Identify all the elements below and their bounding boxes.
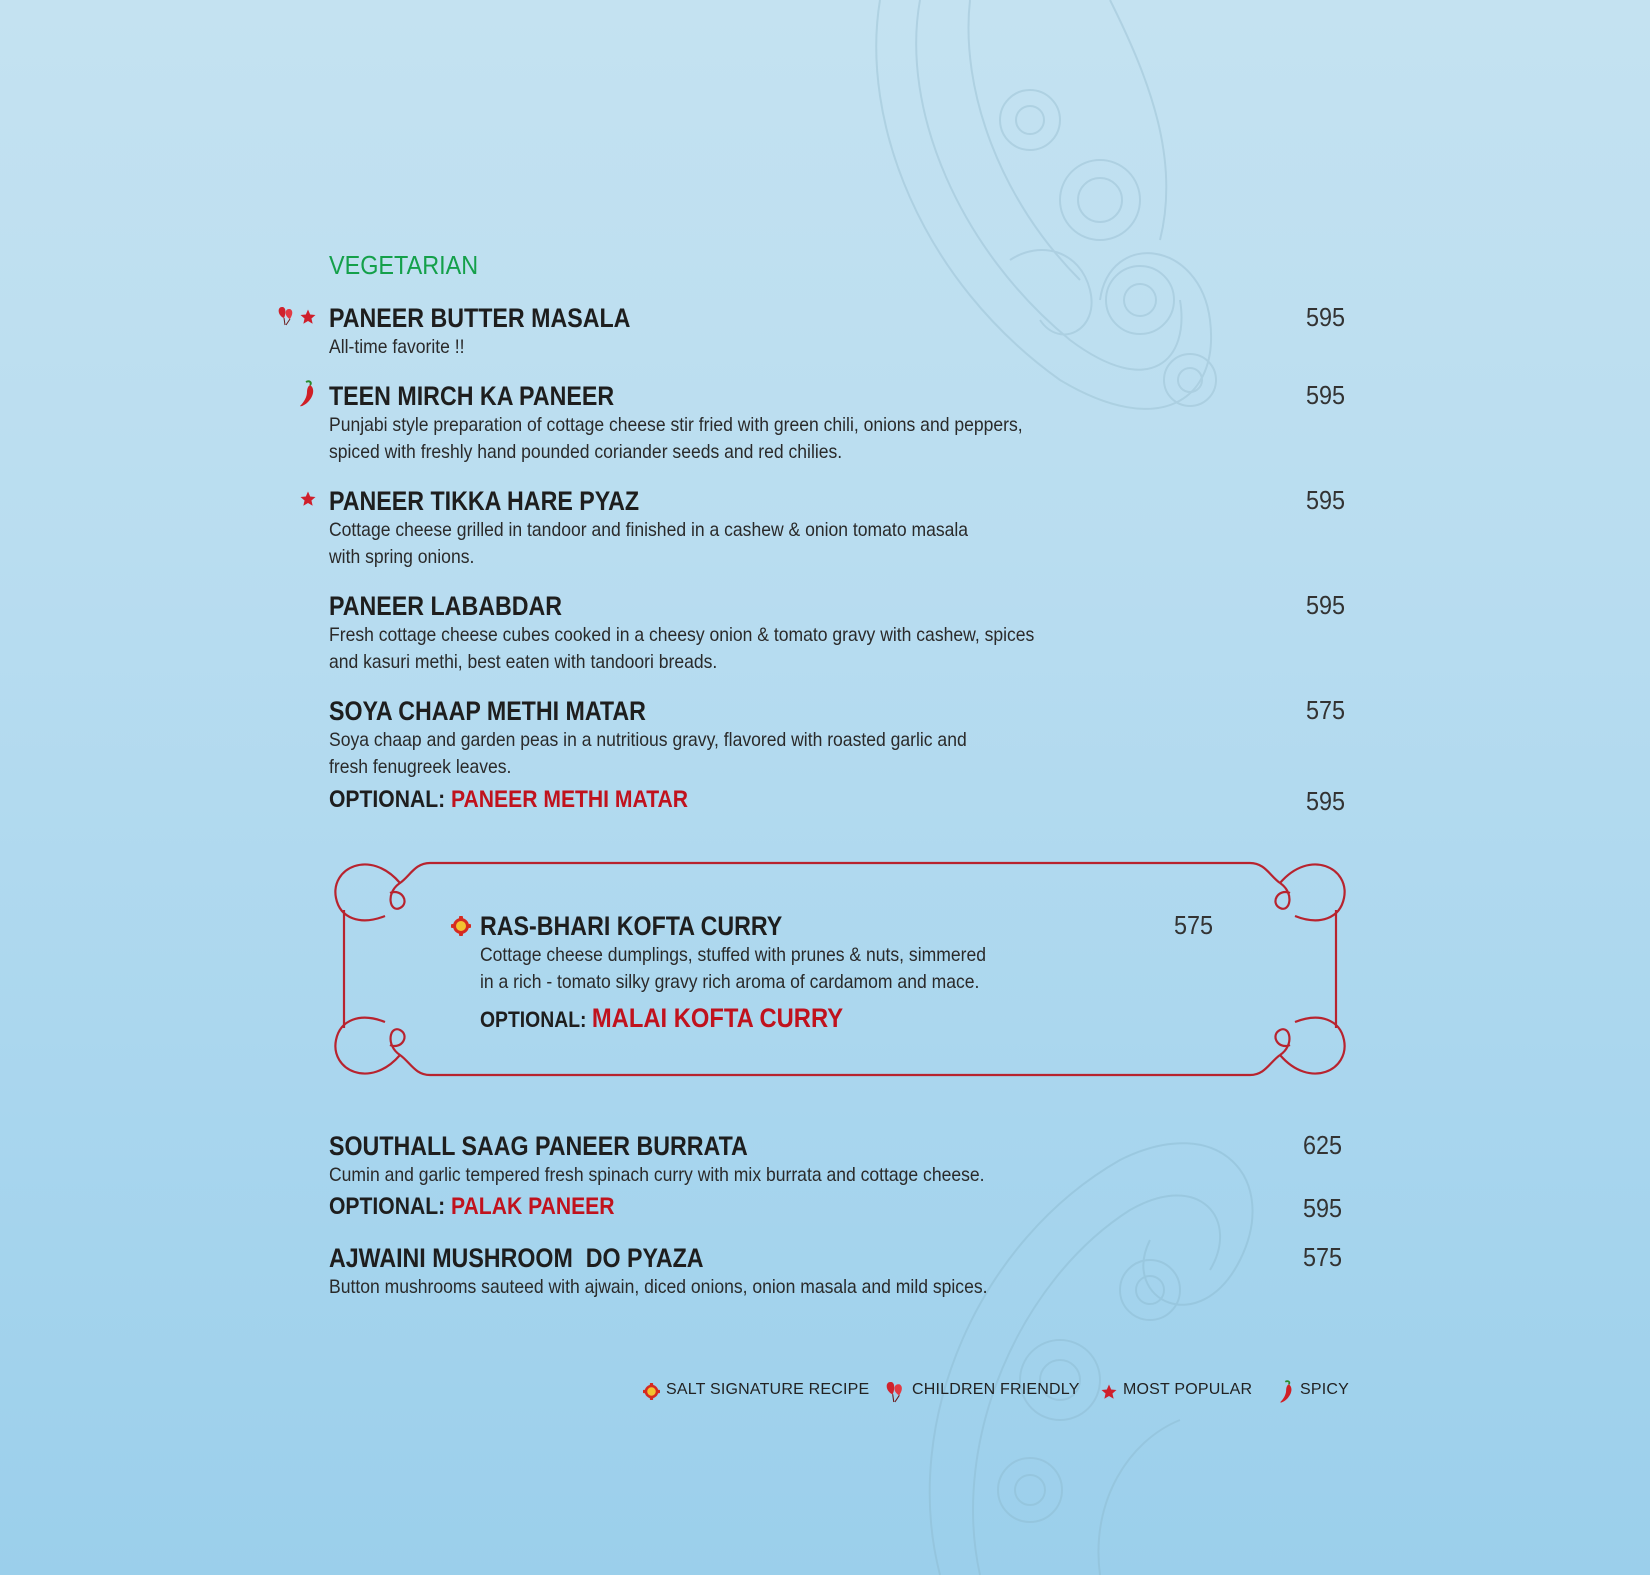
section-title-vegetarian: VEGETARIAN	[329, 250, 479, 280]
item-description: Cumin and garlic tempered fresh spinach curry with mix burrata and cottage cheese.	[329, 1164, 985, 1186]
menu-item-paneer-butter-masala	[329, 302, 1349, 361]
item-description: Cottage cheese grilled in tandoor and finished in a cashew & onion tomato masala	[329, 519, 969, 541]
spicy-icon	[298, 380, 318, 413]
most-popular-icon	[1100, 1383, 1118, 1406]
optional-name: MALAI KOFTA CURRY	[591, 1003, 844, 1033]
legend-most-popular: MOST POPULAR	[1123, 1381, 1253, 1398]
item-price: 625	[1302, 1130, 1342, 1160]
item-price: 595	[1305, 302, 1345, 332]
item-name: SOUTHALL SAAG PANEER BURRATA	[329, 1131, 748, 1161]
item-description-line2: and kasuri methi, best eaten with tandoori breads.	[329, 651, 718, 673]
item-name: PANEER TIKKA HARE PYAZ	[329, 486, 640, 516]
optional-name: PALAK PANEER	[451, 1193, 615, 1220]
item-description: Button mushrooms sauteed with ajwain, diced onions, onion masala and mild spices.	[329, 1276, 988, 1298]
salt-signature-icon	[451, 916, 471, 941]
optional-name: PANEER METHI MATAR	[451, 786, 689, 813]
salt-signature-icon	[643, 1383, 660, 1405]
menu-item-paneer-tikka-hare-pyaz	[329, 485, 1349, 571]
optional-line	[329, 786, 688, 814]
item-description: Fresh cottage cheese cubes cooked in a cheesy onion & tomato gravy with cashew, spices	[329, 624, 1035, 646]
item-name: RAS-BHARI KOFTA CURRY	[480, 911, 783, 941]
item-name: PANEER BUTTER MASALA	[329, 303, 631, 333]
item-description: All-time favorite !!	[329, 336, 465, 358]
spicy-icon	[1278, 1380, 1296, 1409]
most-popular-icon	[299, 308, 317, 331]
children-friendly-icon	[278, 306, 296, 331]
item-description-line2: with spring onions.	[329, 546, 475, 568]
featured-optional-line	[480, 1003, 843, 1034]
item-price: 575	[1302, 1242, 1342, 1272]
item-price: 595	[1305, 590, 1345, 620]
legend-children-friendly: CHILDREN FRIENDLY	[912, 1381, 1080, 1398]
item-name: PANEER LABABDAR	[329, 591, 563, 621]
item-price: 595	[1305, 485, 1345, 515]
featured-price: 575	[1173, 910, 1213, 940]
menu-item-soya-chaap-methi-matar	[329, 695, 1349, 781]
optional-price: 595	[1305, 786, 1345, 816]
item-description: Soya chaap and garden peas in a nutritious gravy, flavored with roasted garlic and	[329, 729, 967, 751]
item-name: SOYA CHAAP METHI MATAR	[329, 696, 646, 726]
menu-item-teen-mirch-ka-paneer	[329, 380, 1349, 466]
children-friendly-icon	[886, 1380, 906, 1409]
item-description-line2: in a rich - tomato silky gravy rich aroma of cardamom and mace.	[480, 971, 980, 993]
most-popular-icon	[299, 490, 317, 513]
item-name: AJWAINI MUSHROOM DO PYAZA	[329, 1243, 704, 1273]
optional-price: 595	[1302, 1193, 1342, 1223]
optional-label: OPTIONAL:	[329, 1193, 446, 1220]
menu-item-southall-saag-paneer-burrata	[329, 1130, 1349, 1189]
optional-line	[329, 1193, 615, 1221]
optional-label: OPTIONAL:	[329, 786, 446, 813]
item-description: Punjabi style preparation of cottage cheese stir fried with green chili, onions and peppers,	[329, 414, 1023, 436]
item-description-line2: fresh fenugreek leaves.	[329, 756, 512, 778]
item-name: TEEN MIRCH KA PANEER	[329, 381, 615, 411]
menu-item-paneer-lababdar	[329, 590, 1349, 676]
legend-salt-signature: SALT SIGNATURE RECIPE	[666, 1381, 870, 1398]
featured-item-ras-bhari-kofta-curry	[480, 910, 1180, 996]
optional-label: OPTIONAL:	[480, 1007, 587, 1032]
item-price: 575	[1305, 695, 1345, 725]
legend-spicy: SPICY	[1300, 1381, 1350, 1398]
item-price: 595	[1305, 380, 1345, 410]
item-description-line2: spiced with freshly hand pounded coriander seeds and red chilies.	[329, 441, 843, 463]
item-description: Cottage cheese dumplings, stuffed with prunes & nuts, simmered	[480, 944, 986, 966]
menu-item-ajwaini-mushroom-do-pyaza	[329, 1242, 1349, 1301]
